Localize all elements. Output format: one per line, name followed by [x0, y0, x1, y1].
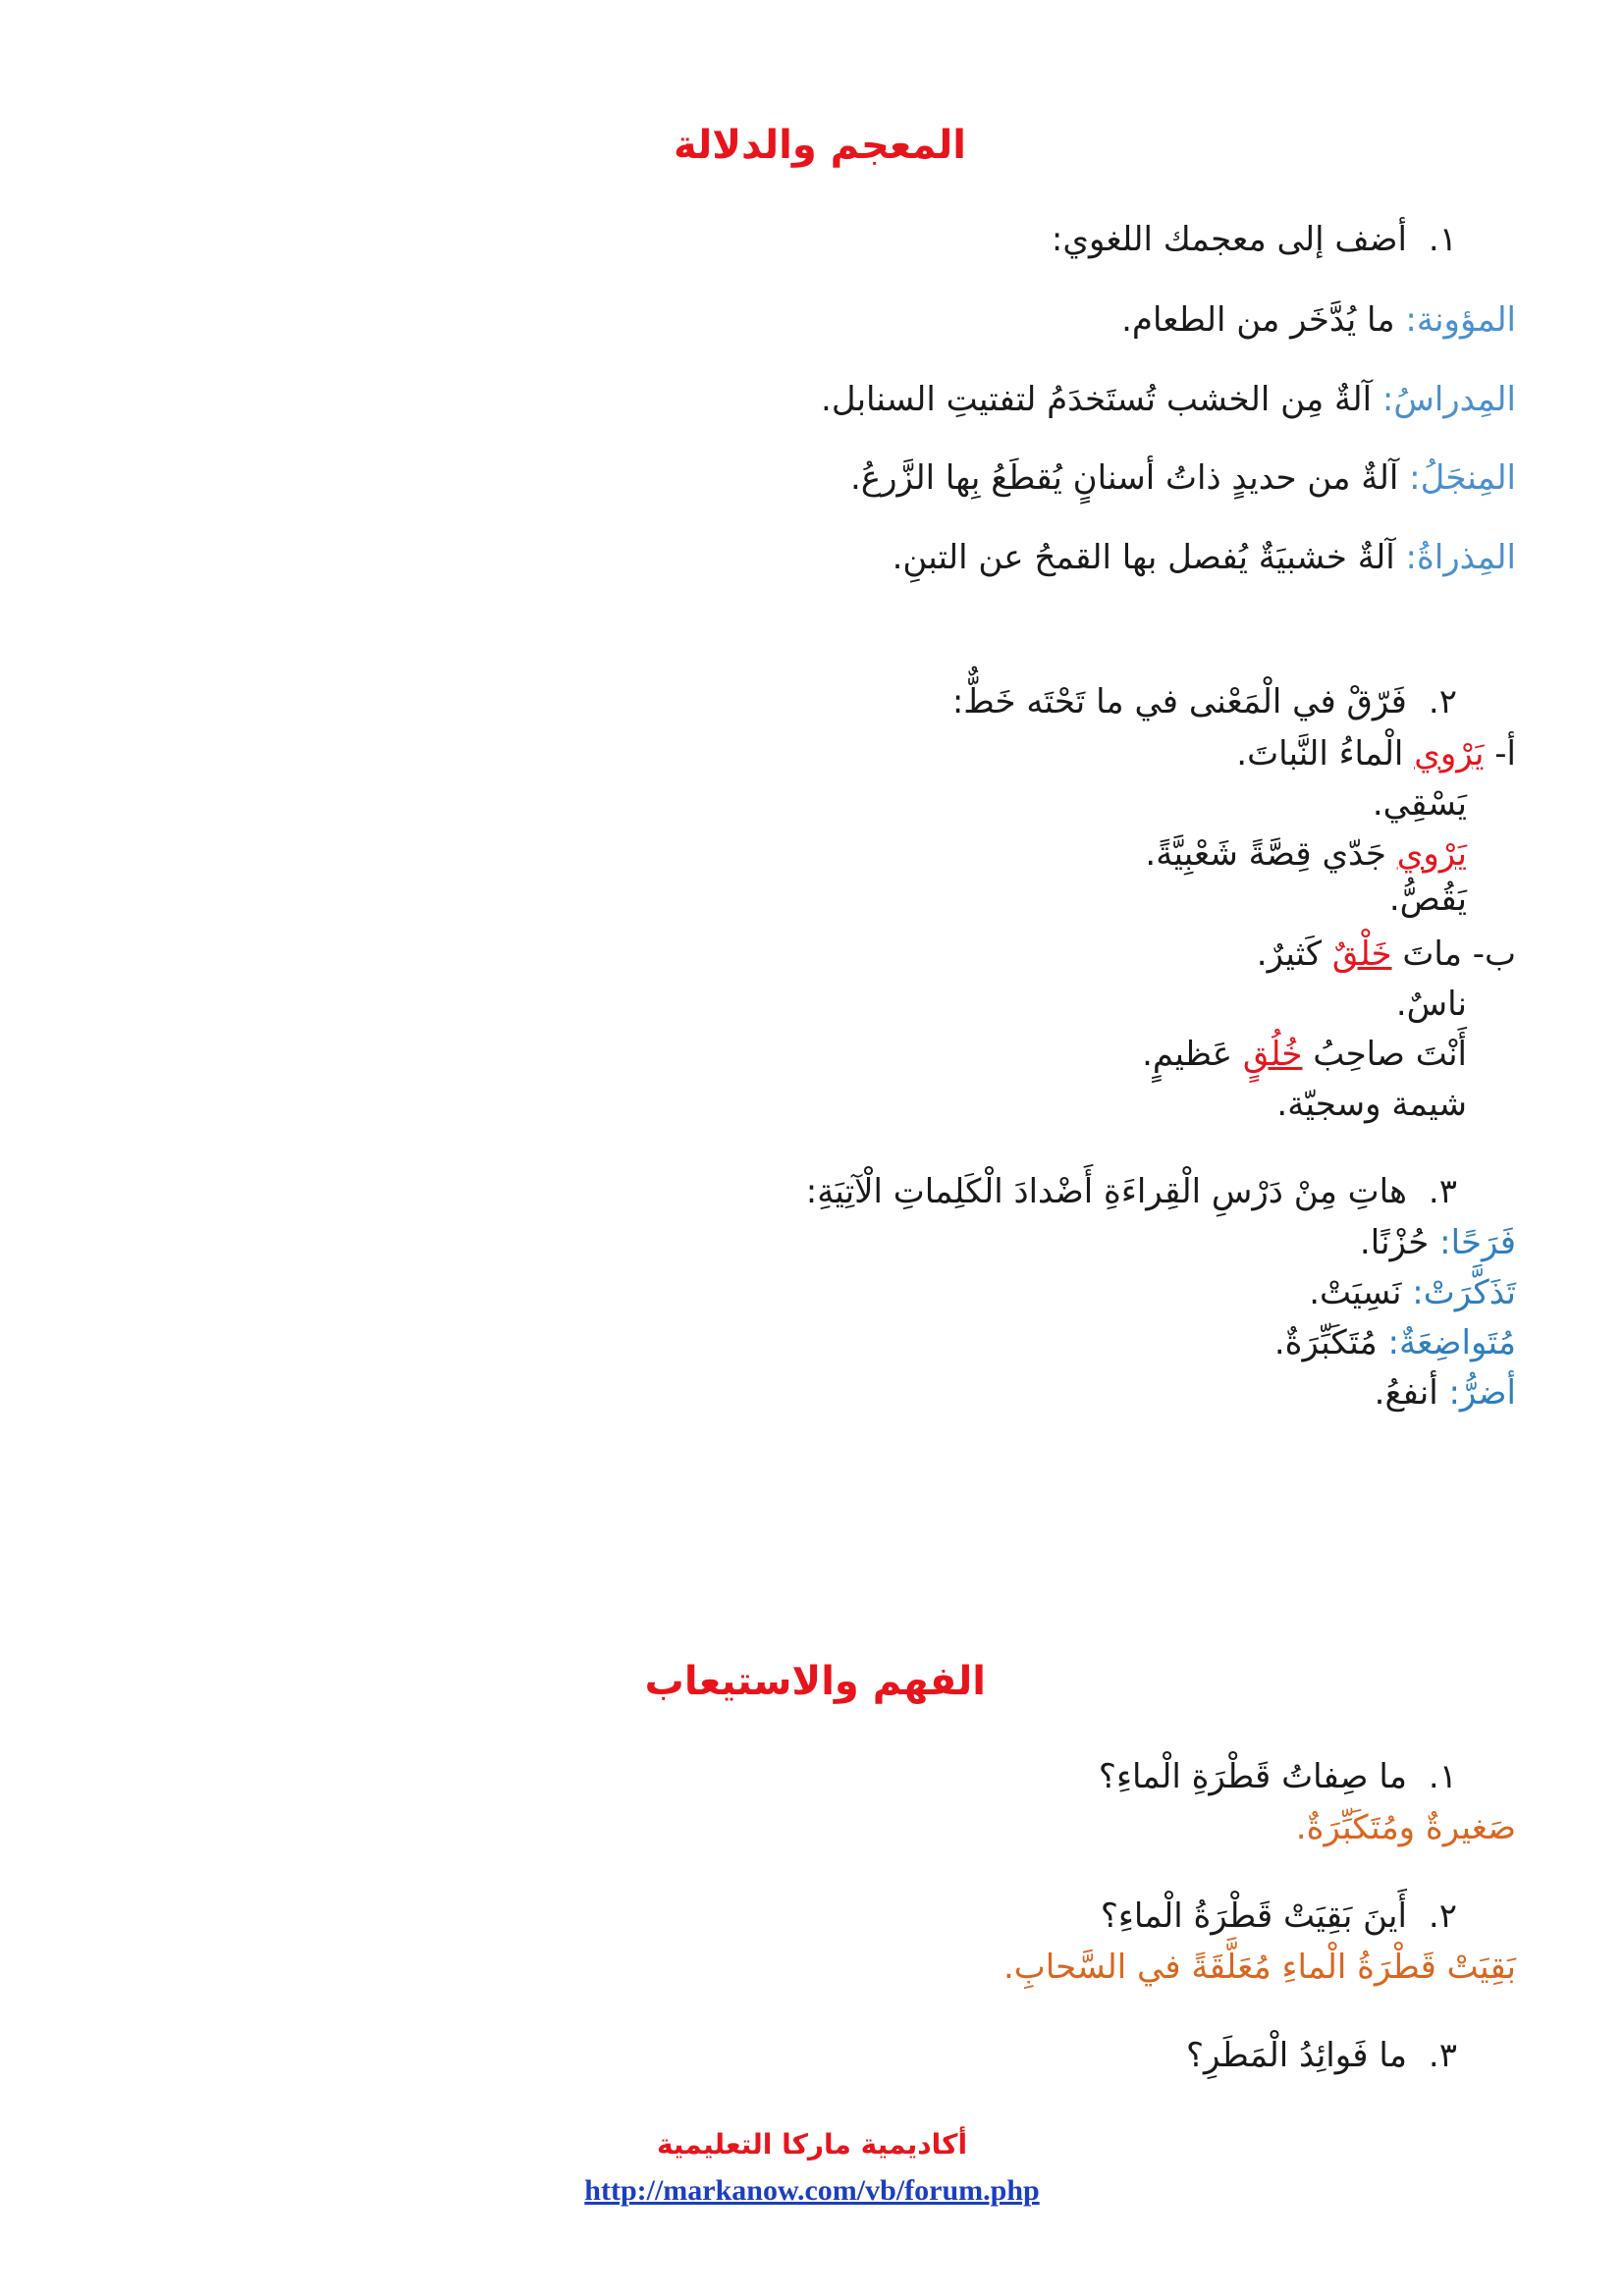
- vocab-item: [893, 538, 1516, 578]
- sentence-rest: كَثيرٌ.: [1256, 934, 1332, 974]
- question-3-opposites: [806, 1172, 1457, 1212]
- word-meaning: يَسْقِي.: [1372, 784, 1467, 824]
- comprehension-question-3: [1186, 2036, 1457, 2076]
- word-meaning: يَقُصُّ.: [1388, 880, 1467, 919]
- word-meaning: ناسٌ.: [1395, 985, 1467, 1024]
- opposite-term: أضرُّ:: [1448, 1373, 1516, 1413]
- question-text: أَينَ بَقِيَتْ قَطْرَةُ الْماءِ؟: [1100, 1896, 1407, 1936]
- comprehension-question-1: [1099, 1757, 1457, 1797]
- question-number: ٢.: [1428, 682, 1457, 721]
- opposite-answer: نَسِيَتْ.: [1309, 1273, 1413, 1312]
- opposite-answer: حُزْنًا.: [1359, 1223, 1440, 1262]
- vocab-item: [821, 380, 1516, 420]
- comprehension-answer-1: صَغيرةٌ ومُتَكَبِّرَةٌ.: [1295, 1808, 1516, 1847]
- example-sentence: [1257, 934, 1516, 975]
- question-text: ما صِفاتُ قَطْرَةِ الْماءِ؟: [1098, 1757, 1407, 1796]
- comprehension-answer-2: بَقِيَتْ قَطْرَةُ الْماءِ مُعَلَّقَةً في السَّحابِ.: [1002, 1948, 1516, 1987]
- item-prefix: أ-: [1484, 734, 1516, 774]
- vocab-term: المِنجَلُ:: [1409, 458, 1516, 498]
- opposite-item: [1375, 1373, 1516, 1414]
- example-sentence: [1236, 734, 1516, 774]
- opposite-term: مُتَواضِعَةٌ:: [1387, 1323, 1516, 1362]
- item-prefix: ب- ماتَ: [1391, 934, 1516, 974]
- sentence-rest: جَدّي قِصَّةً شَعْبِيَّةً.: [1145, 834, 1397, 874]
- comprehension-question-2: [1101, 1896, 1457, 1937]
- question-2-differentiate-meaning: [952, 682, 1457, 722]
- sentence-prefix: أَنْتَ صاحِبُ: [1302, 1035, 1467, 1074]
- vocab-definition: آلةٌ خشبيَةٌ يُفصل بها القمحُ عن التبنِ.: [892, 538, 1406, 577]
- question-1-add-to-dictionary: [1052, 220, 1457, 260]
- sentence-rest: الْماءُ النَّباتَ.: [1236, 734, 1415, 774]
- vocab-term: المِذراةُ:: [1405, 538, 1516, 577]
- opposite-answer: مُتَكَبِّرَةٌ.: [1273, 1323, 1388, 1362]
- footer: [0, 2128, 1624, 2208]
- sentence-rest: عَظيمٍ.: [1142, 1035, 1243, 1074]
- vocab-term: المؤونة:: [1405, 300, 1516, 340]
- question-text: أضف إلى معجمك اللغوي:: [1051, 220, 1407, 259]
- opposite-item: [1274, 1323, 1516, 1363]
- vocab-term: المِدراسُ:: [1381, 380, 1516, 419]
- vocab-definition: آلةٌ من حديدٍ ذاتُ أسنانٍ يُقطَعُ بِها الزَّرعُ.: [850, 458, 1410, 498]
- question-text: ما فَوائِدُ الْمَطَرِ؟: [1186, 2036, 1407, 2075]
- opposite-term: تَذَكَّرَتْ:: [1412, 1273, 1516, 1312]
- question-text: هاتِ مِنْ دَرْسِ الْقِراءَةِ أَضْدادَ الْكَلِماتِ الْآتِيَةِ:: [805, 1172, 1407, 1211]
- opposite-term: فَرَحًا:: [1439, 1223, 1516, 1262]
- question-number: ١.: [1428, 1757, 1457, 1796]
- vocab-definition: ما يُدَّخَر من الطعام.: [1121, 300, 1406, 340]
- example-sentence: [1145, 834, 1467, 875]
- word-meaning: شيمة وسجيّة.: [1276, 1085, 1467, 1124]
- example-sentence: [1142, 1035, 1467, 1075]
- question-number: ٣.: [1428, 1172, 1457, 1211]
- question-text: فَرّقْ في الْمَعْنى في ما تَحْتَه خَطٌّ:: [951, 682, 1407, 721]
- opposite-item: [1360, 1223, 1516, 1263]
- underlined-word: يَرْوي: [1396, 834, 1467, 874]
- underlined-word: خَلْقٌ: [1331, 934, 1392, 974]
- section-title-comprehension: الفهم والاستيعاب: [644, 1659, 986, 1704]
- section-title-dictionary: المعجم والدلالة: [673, 123, 966, 168]
- vocab-definition: آلةٌ مِن الخشب تُستَخدَمُ لتفتيتِ السنابل.: [821, 380, 1382, 419]
- forum-link[interactable]: http://markanow.com/vb/forum.php: [584, 2174, 1040, 2207]
- underlined-word: خُلُقٍ: [1242, 1035, 1303, 1074]
- academy-name: أكاديمية ماركا التعليمية: [656, 2128, 968, 2161]
- question-number: ٣.: [1428, 2036, 1457, 2075]
- question-number: ٢.: [1428, 1896, 1457, 1936]
- question-number: ١.: [1428, 220, 1457, 259]
- underlined-word: يَرْوي: [1414, 734, 1485, 774]
- vocab-item: [850, 458, 1516, 499]
- vocab-item: [1121, 300, 1516, 341]
- opposite-item: [1309, 1273, 1516, 1313]
- opposite-answer: أنفعُ.: [1374, 1373, 1449, 1413]
